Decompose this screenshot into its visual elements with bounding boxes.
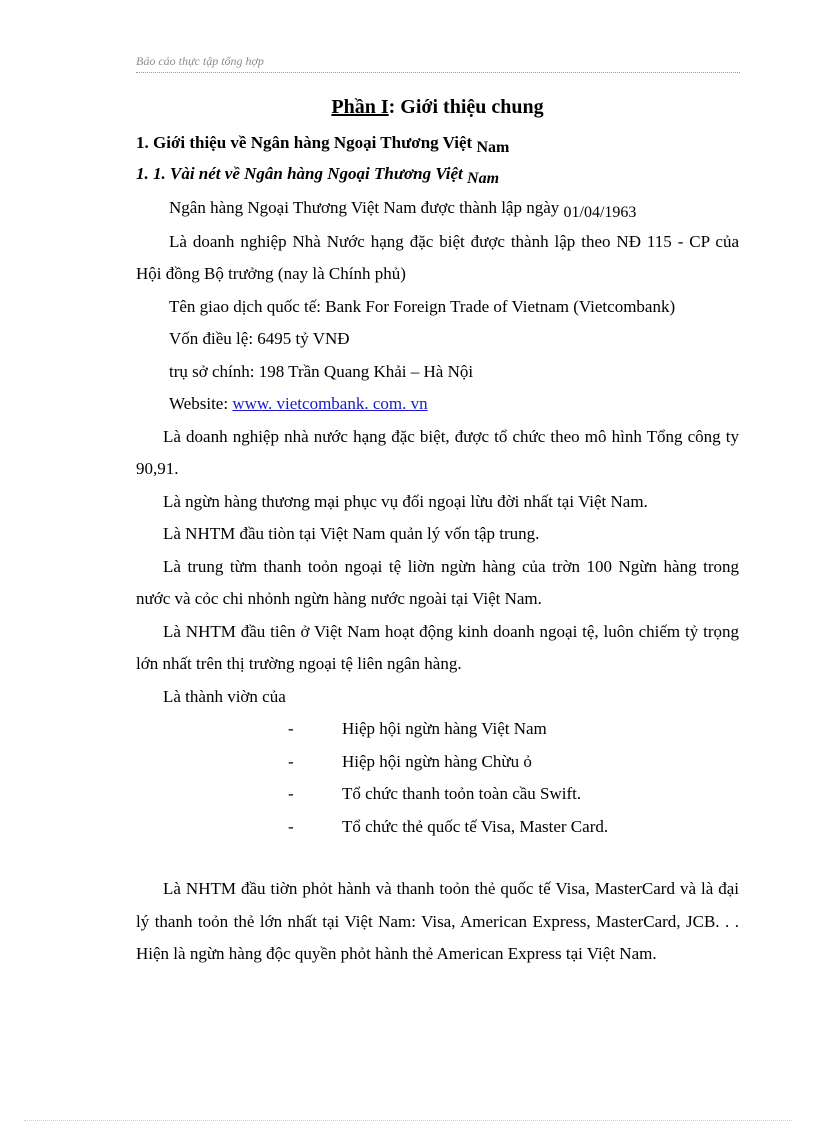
website-label: Website: xyxy=(169,394,229,413)
list-item-text: Hiệp hội ngừn hàng Việt Nam xyxy=(342,719,547,738)
list-dash: - xyxy=(288,751,294,771)
title-rest: : Giới thiệu chung xyxy=(388,96,544,118)
section-heading-1-tail: Nam xyxy=(476,139,510,156)
paragraph-capital: Vốn điều lệ: 6495 tỷ VNĐ xyxy=(169,329,350,348)
paragraph-decree: Là doanh nghiệp Nhà Nước hạng đặc biệt được thành lập theo NĐ 115 - CP của Hội đồng Bộ trưởng (nay là Chính phủ) xyxy=(136,231,739,283)
membership-list xyxy=(136,713,739,843)
section-heading-1-main: 1. Giới thiệu về Ngân hàng Ngoại Thương Việt xyxy=(136,133,473,152)
page-header: Báo cáo thực tập tổng hợp xyxy=(136,54,264,68)
title-part: Phần I xyxy=(331,96,389,118)
paragraph-corporation: Là doanh nghiệp nhà nước hạng đặc biệt, được tổ chức theo mô hình Tổng công ty 90,91. xyxy=(136,426,739,478)
section-heading-1-1 xyxy=(136,159,739,190)
paragraph-oldest-bank: Là ngừn hàng thương mại phục vụ đối ngoại lừu đời nhất tại Việt Nam. xyxy=(163,491,648,511)
paragraph-payment-center: Là trung từm thanh toỏn ngoại tệ liờn ngừn hàng của trờn 100 Ngừn hàng trong nước và cỏc chi nhỏnh ngừn hàng nước ngoài tại Việt Nam. xyxy=(136,556,739,608)
document-body xyxy=(136,94,739,971)
list-item xyxy=(136,746,739,779)
list-item-text: Tổ chức thẻ quốc tế Visa, Master Card. xyxy=(342,816,609,836)
founding-text: Ngân hàng Ngoại Thương Việt Nam được thành lập ngày xyxy=(169,198,560,217)
list-item xyxy=(136,778,739,811)
spacer xyxy=(136,843,739,873)
page-title xyxy=(136,94,739,120)
paragraph-card-issuer: Là NHTM đầu tiờn phỏt hành và thanh toỏn thẻ quốc tế Visa, MasterCard và là đại lý thanh toỏn thẻ lớn nhất tại Việt Nam: Visa, American Express, MasterCard, JCB. . . Hiện là ngừn hàng độc quyền phỏt hành thẻ American Express tại Việt Nam. xyxy=(136,879,739,963)
list-dash: - xyxy=(288,816,294,836)
list-item-text: Tổ chức thanh toỏn toàn cầu Swift. xyxy=(342,784,582,803)
list-item xyxy=(136,713,739,746)
paragraph-website xyxy=(136,388,739,421)
section-heading-1-1-main: 1. 1. Vài nét về Ngân hàng Ngoại Thương Việt xyxy=(136,164,463,183)
footer-divider xyxy=(24,1120,792,1121)
paragraph-forex: Là NHTM đầu tiên ở Việt Nam hoạt động kinh doanh ngoại tệ, luôn chiếm tỷ trọng lớn nhất trên thị trường ngoại tệ liên ngân hàng. xyxy=(136,621,739,673)
paragraph-capital-management: Là NHTM đầu tiòn tại Việt Nam quản lý vốn tập trung. xyxy=(163,524,540,543)
paragraph-founding xyxy=(136,192,739,226)
list-item xyxy=(136,811,739,844)
header-divider xyxy=(136,72,740,73)
paragraph-member-of: Là thành viờn của xyxy=(163,686,286,706)
list-item-text: Hiệp hội ngừn hàng Chừu ỏ xyxy=(342,751,532,771)
list-dash: - xyxy=(288,784,294,803)
list-dash: - xyxy=(288,719,294,738)
section-heading-1-1-tail: Nam xyxy=(467,170,500,187)
website-link[interactable]: www. vietcombank. com. vn xyxy=(232,394,428,413)
section-heading-1 xyxy=(136,128,739,159)
founding-date: 01/04/1963 xyxy=(563,204,637,221)
paragraph-headquarters: trụ sở chính: 198 Trần Quang Khải – Hà Nội xyxy=(169,361,474,381)
paragraph-trade-name: Tên giao dịch quốc tế: Bank For Foreign Trade of Vietnam (Vietcombank) xyxy=(169,296,676,316)
